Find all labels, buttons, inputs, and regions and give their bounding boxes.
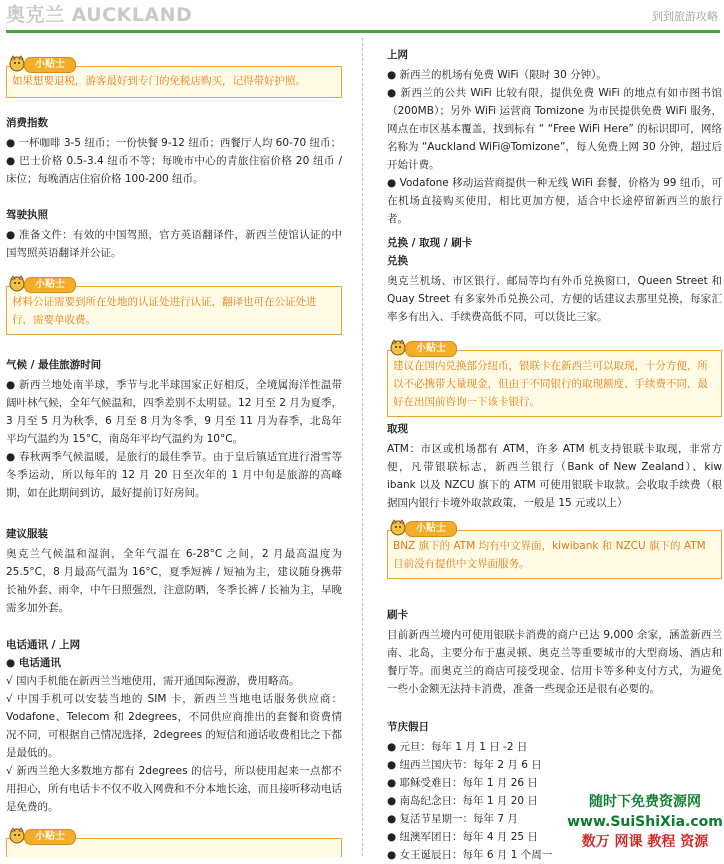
subsection-title: ● 电话通讯: [6, 657, 61, 669]
header-title: 奥克兰 AUCKLAND: [6, 4, 193, 26]
header-source: 到到旅游攻略: [652, 10, 718, 23]
list-item: ● 元旦：每年 1 月 1 日 -2 日: [387, 741, 528, 753]
section-withdraw: [387, 420, 722, 512]
tip-label: 小贴士: [405, 341, 457, 357]
watermark-line: 数万 网课 教程 资源: [581, 834, 709, 850]
tip-label: 小贴士: [24, 829, 76, 845]
tip-tag: [8, 275, 76, 292]
section-internet: [387, 46, 722, 228]
section-title: 上网: [387, 49, 408, 61]
tip-tag: [389, 519, 457, 536]
paragraph: 奥克兰气候温和湿润，全年气温在 6-28°C 之间，2 月最高温度为 25.5°C，8 月最高气温为 16°C，夏季短裤 / 短袖为主，建议随身携带长袖外套、雨伞，中午日照强烈，注意防晒，冬季长裤 / 长袖为主，早晚需多加外套。: [6, 548, 342, 614]
tip-label: 小贴士: [24, 57, 76, 73]
list-item: ● 南岛纪念日：每年 1 月 20 日: [387, 795, 538, 807]
section-title: 刷卡: [387, 609, 408, 621]
section-telecom: [6, 636, 342, 816]
watermark: [566, 792, 724, 856]
section-climate: [6, 356, 342, 502]
paragraph: 奥克兰机场、市区银行、邮局等均有外币兑换窗口，Queen Street 和 Quay Street 有多家外币兑换公司，方便的话建议去那里兑换，每家汇率多有出入、手续费高低不同，可以货比三家。: [387, 275, 722, 323]
section-exchange: [387, 234, 722, 326]
header-rule: [6, 30, 720, 33]
list-item: ● 纽澳军团日：每年 4 月 25 日: [387, 831, 538, 843]
paragraph: ATM：市区或机场都有 ATM，许多 ATM 机支持银联卡取现，非常方便，凡带银联标志，新西兰银行（Bank of New Zealand）、kiw ibank 以及 NZCU 旗下的 ATM 可使用银联卡取款。会收取手续费（根据国内银行卡境外取款政策，一般是 15 元或以上）: [387, 443, 722, 509]
column-divider: [362, 38, 363, 856]
section-license: [6, 206, 342, 262]
paragraph: ● 巴士价格 0.5-3.4 纽币不等；每晚市中心的青旅住宿价格 20 纽币 / 床位；每晚酒店住宿价格 100-200 纽币。: [6, 155, 342, 185]
paragraph: ● 新西兰地处南半球，季节与北半球国家正好相反，全境属海洋性温带阔叶林气候，全年气候温和，四季差别不太明显。12 月至 2 月为夏季，3 月至 5 月为秋季，6 月至 8 月为冬季，9 月至 11 月为春季，北岛年平均气温约为 15°C，南岛年平均气温约为 10°C。: [6, 379, 342, 445]
section-title: 驾驶执照: [6, 209, 48, 221]
paragraph: 目前新西兰境内可使用银联卡消费的商户已达 9,000 余家，涵盖新西兰南、北岛，主要分布于惠灵顿、奥克兰等重要城市的大型商场、酒店和餐厅等。而奥克兰的商店可接受现金、信用卡等多种支付方式，为避免一些小金额无法持卡消费，准备一些现金还是很有必要的。: [387, 629, 722, 695]
watermark-line: 随时下免费资源网: [589, 794, 701, 810]
section-card: [387, 606, 722, 698]
paragraph: √ 国内手机能在新西兰当地使用，需开通国际漫游，费用略高。: [6, 675, 300, 687]
tip-tag: [389, 339, 457, 356]
section-title: 电话通讯 / 上网: [6, 639, 81, 651]
subsection-title: 兑换: [387, 255, 408, 267]
paragraph: ● 新西兰的公共 WiFi 比较有限，提供免费 WiFi 的地点有如市图书馆（200MB）；另外 WiFi 运营商 Tomizone 为市民提供免费 WiFi 服务，网点在市区基本覆盖，找到标有 “ “Free WiFi Here” 的标识即可，网络名称为 “Auckland WiFi@Tomizone”，每人免费上网 30 分钟，超过后开始计费。: [387, 87, 722, 171]
section-title: 节庆假日: [387, 721, 429, 733]
tip-label: 小贴士: [405, 521, 457, 537]
list-item: ● 耶稣受难日：每年 1 月 26 日: [387, 777, 538, 789]
section-clothing: [6, 525, 342, 617]
paragraph: ● 准备文件：有效的中国驾照，官方英语翻译件，新西兰使馆认证的中国驾照英语翻译并公证。: [6, 229, 342, 259]
paragraph: ● 新西兰的机场有免费 WiFi（限时 30 分钟）。: [387, 69, 607, 81]
section-title: 取现: [387, 423, 408, 435]
paragraph: ● 一杯咖啡 3-5 纽币；一份快餐 9-12 纽币；西餐厅人均 60-70 纽币；: [6, 137, 342, 149]
list-item: ● 纽西兰国庆节：每年 2 月 6 日: [387, 759, 542, 771]
paragraph: √ 新西兰绝大多数地方都有 2degrees 的信号，所以使用起来一点都不用担心，所有电话卡不仅不收入网费和不分本地长途，而且接听移动电话是免费的。: [6, 765, 342, 813]
tip-text: 材料公证需要到所在处地的认证处进行认证，翻译也可在公证处进行，需要单收费。: [6, 286, 342, 335]
section-title: 建议服装: [6, 528, 48, 540]
tip-text: 如果想要退税，游客最好到专门的免税店购买，记得带好护照。: [6, 66, 342, 98]
paragraph: ● 春秋两季气候温暖，是旅行的最佳季节。由于皇后镇适宜进行滑雪等冬季运动，所以每年的 12 月 20 日至次年的 1 月中旬是旅游的高峰期，如在此期间到访，最好提前订好房间。: [6, 451, 342, 499]
section-consume: [6, 114, 342, 188]
list-item: ● 复活节星期一：每年 7 月: [387, 813, 518, 825]
tip-tag: [8, 827, 76, 844]
paragraph: ● Vodafone 移动运营商提供一种无线 WiFi 套餐，价格为 99 纽币，可在机场直接购买使用，相比更加方便，适合中长途停留新西兰的旅行者。: [387, 177, 722, 225]
list-item: ● 女王诞辰日：每年 6 月 1 个周一: [387, 849, 553, 861]
tip-label: 小贴士: [24, 277, 76, 293]
tip-text: 建议在国内兑换部分纽币，银联卡在新西兰可以取现，十分方便，所以不必携带大量现金，但由于不同银行的取现额度、手续费不同，最好在出国前咨询一下该卡银行。: [387, 350, 722, 417]
watermark-line: www.SuiShiXia.com: [567, 814, 723, 830]
section-title: 消费指数: [6, 117, 48, 129]
section-title: 兑换 / 取现 / 刷卡: [387, 237, 473, 249]
tip-tag: [8, 55, 76, 72]
tip-text: BNZ 旗下的 ATM 均有中文界面，kiwibank 和 NZCU 旗下的 ATM 目前没有提供中文界面服务。: [387, 530, 722, 579]
paragraph: √ 中国手机可以安装当地的 SIM 卡，新西兰当地电话服务供应商：Vodafone、Telecom 和 2degrees，不同供应商推出的套餐和资费情况不同，可根据自己情况选择，2degrees 的短信和通话收费相比之下都是最低的。: [6, 693, 342, 759]
section-title: 气候 / 最佳旅游时间: [6, 359, 102, 371]
